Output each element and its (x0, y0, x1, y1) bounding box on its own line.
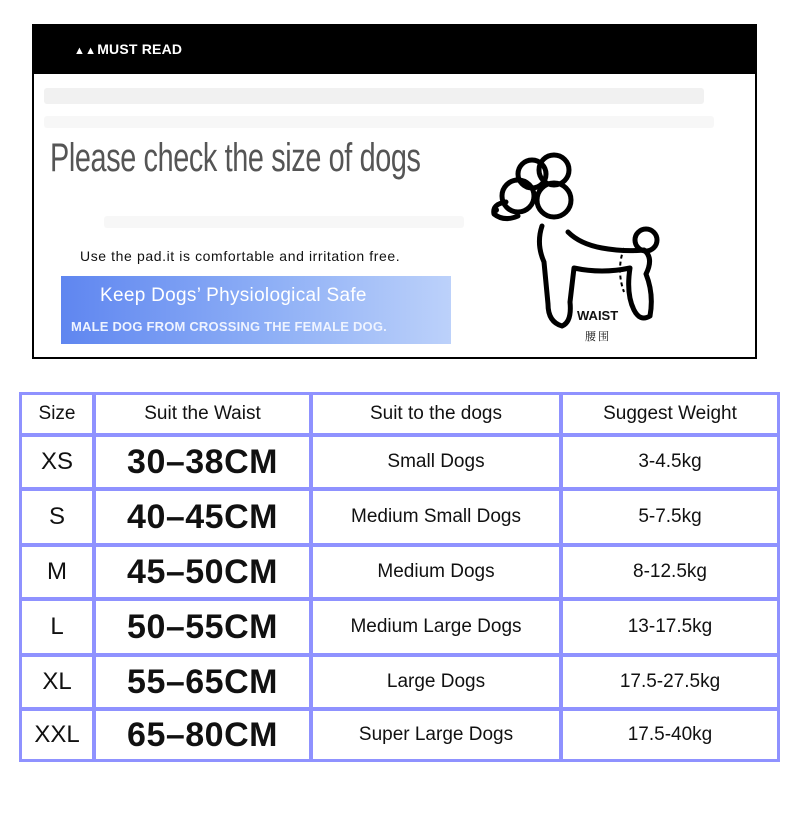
size-notice-panel (32, 24, 757, 359)
usage-note: Use the pad.it is comfortable and irritation free. (80, 248, 401, 264)
table-cell-waist: 30–38CM (93, 434, 312, 490)
table-cell-dogs: Medium Dogs (310, 544, 562, 600)
table-cell-size: S (19, 488, 95, 546)
table-cell-weight: 5-7.5kg (560, 488, 780, 546)
waist-label: WAIST (577, 308, 619, 323)
table-cell-weight: 17.5-40kg (560, 708, 780, 762)
table-cell-size: L (19, 598, 95, 656)
table-cell-dogs: Large Dogs (310, 654, 562, 710)
notice-title (74, 41, 182, 57)
notice-header (34, 26, 755, 74)
table-cell-waist: 40–45CM (93, 488, 312, 546)
banner-title: Keep Dogs’ Physiological Safe (100, 285, 367, 306)
table-cell-weight: 3-4.5kg (560, 434, 780, 490)
size-table (15, 388, 783, 764)
dog-waist-diagram-icon (484, 144, 664, 344)
table-cell-waist: 55–65CM (93, 654, 312, 710)
table-cell-size: XS (19, 434, 95, 490)
table-cell-dogs: Medium Small Dogs (310, 488, 562, 546)
safety-banner (61, 276, 451, 344)
table-cell-dogs: Super Large Dogs (310, 708, 562, 762)
header-waist: Suit the Waist (93, 392, 312, 436)
banner-subtitle: MALE DOG FROM CROSSING THE FEMALE DOG. (71, 319, 387, 334)
table-cell-waist: 45–50CM (93, 544, 312, 600)
warning-triangle-icon: ▲▲ (74, 45, 97, 57)
table-cell-dogs: Small Dogs (310, 434, 562, 490)
table-cell-weight: 8-12.5kg (560, 544, 780, 600)
waist-label-cn: 腰围 (585, 331, 611, 343)
table-cell-dogs: Medium Large Dogs (310, 598, 562, 656)
table-cell-weight: 13-17.5kg (560, 598, 780, 656)
header-dogs: Suit to the dogs (310, 392, 562, 436)
header-weight: Suggest Weight (560, 392, 780, 436)
table-cell-size: M (19, 544, 95, 600)
header-size: Size (19, 392, 95, 436)
faded-text-smudge (44, 88, 704, 104)
faded-text-smudge (104, 216, 464, 228)
table-cell-size: XL (19, 654, 95, 710)
page-headline: Please check the size of dogs (50, 136, 421, 180)
table-cell-weight: 17.5-27.5kg (560, 654, 780, 710)
table-cell-waist: 65–80CM (93, 708, 312, 762)
faded-text-smudge (44, 116, 714, 128)
table-cell-size: XXL (19, 708, 95, 762)
notice-title-text: MUST READ (97, 41, 183, 57)
table-cell-waist: 50–55CM (93, 598, 312, 656)
